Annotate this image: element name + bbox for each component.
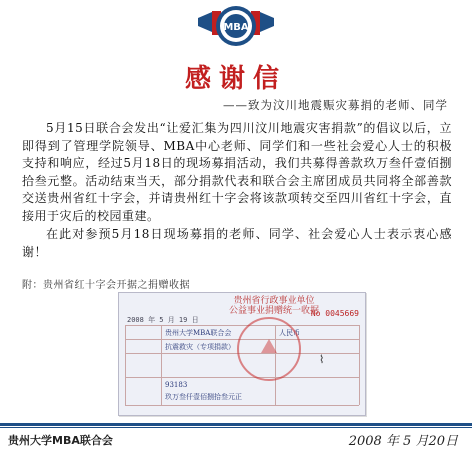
letter-title: 感谢信 — [184, 64, 287, 94]
donation-receipt-image — [118, 292, 366, 416]
paragraph-main: 5月15日联合会发出“让爱汇集为四川汶川地震灾害捐款”的倡议以后，立即得到了管理学院领导、MBA中心老师、同学们和一些社会爱心人士的积极支持和响应，经过5月18日的现场募捐活动，我们共募得善款玖万叁仟壹佰捌拾叁元整。活动结束当天，部分捐款代表和联合会主席团成员共同将全部善款交送贵州省红十字会，并请贵州红十字会将该款项转交至四川省红十字会，直接用于灾后的校园重建。 — [22, 121, 452, 223]
letter-body — [22, 120, 452, 261]
footer-divider — [0, 423, 472, 426]
mba-association-logo — [198, 2, 274, 54]
receipt-donor: 贵州大学MBA联合会 — [165, 329, 232, 337]
receipt-handwritten-mark: ⌇ — [319, 353, 325, 366]
paragraph-thanks: 在此对参预5月18日现场募捐的老师、同学、社会爱心人士表示衷心感谢！ — [22, 227, 452, 259]
red-cross-seal-stamp — [237, 317, 301, 381]
receipt-serial: No 0045669 — [310, 309, 359, 318]
letter-subtitle: ——致为汶川地震赈灾募捐的老师、同学 — [223, 98, 448, 112]
receipt-item: 抗震救灾（专项捐款） — [165, 343, 235, 351]
receipt-amount-number: 93183 — [165, 381, 188, 389]
receipt-date: 2008 年 5 月 19 日 — [127, 316, 199, 324]
footer-date: 2008 年 5 月20日 — [348, 434, 458, 449]
attachment-caption: 附：贵州省红十字会开据之捐赠收据 — [22, 280, 190, 291]
footer-organization: 贵州大学MBA联合会 — [8, 434, 113, 447]
logo-text: MBA — [223, 22, 249, 33]
footer-divider-thin — [0, 427, 472, 428]
receipt-amount-words: 玖万叁仟壹佰捌拾叁元正 — [165, 393, 242, 401]
receipt-heading-line1: 贵州省行政事业单位 — [233, 296, 315, 306]
receipt-heading-line2: 公益事业捐赠统一收据 — [228, 306, 319, 316]
receipt-unit: 人民币 — [279, 329, 300, 337]
